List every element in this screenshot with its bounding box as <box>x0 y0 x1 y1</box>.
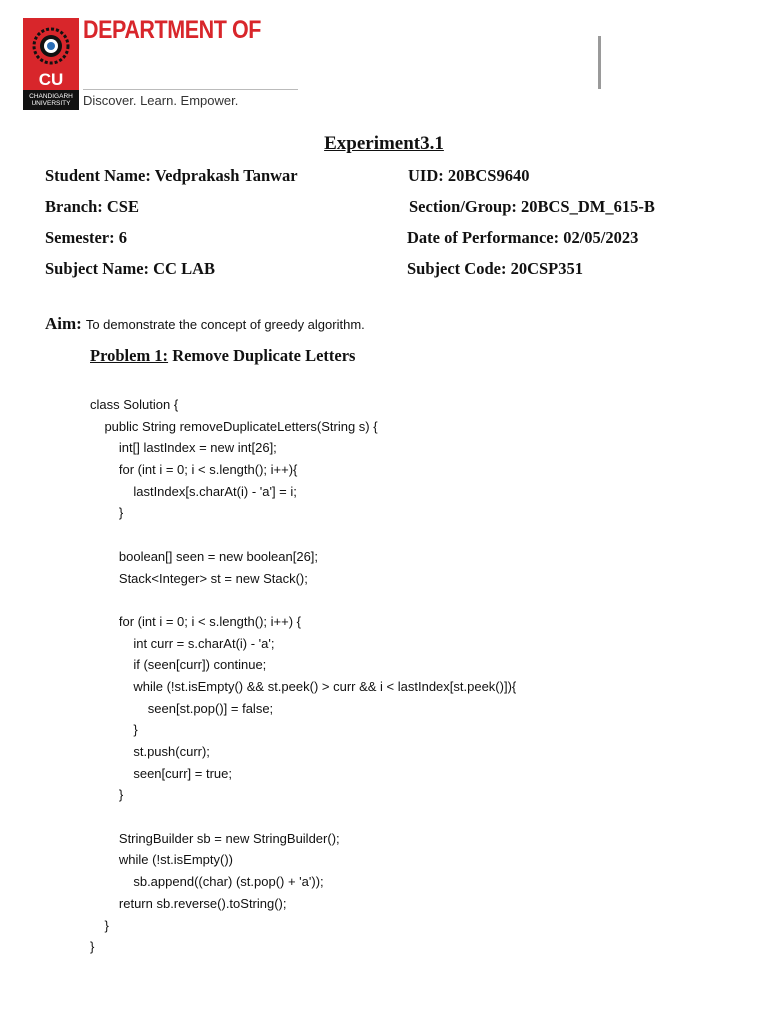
section-group: Section/Group: 20BCS_DM_615-B <box>409 197 655 216</box>
code-line: seen[curr] = true; <box>90 765 232 781</box>
code-line: } <box>90 722 138 738</box>
code-line: while (!st.isEmpty()) <box>90 852 234 868</box>
semester: Semester: 6 <box>45 228 128 247</box>
aim-label: Aim: <box>45 314 82 333</box>
code-line: seen[st.pop()] = false; <box>90 700 274 716</box>
code-block <box>90 394 516 958</box>
uid: UID: 20BCS9640 <box>408 166 530 185</box>
student-name: Student Name: Vedprakash Tanwar <box>45 166 298 185</box>
code-line: boolean[] seen = new boolean[26]; <box>90 548 319 564</box>
code-line: while (!st.isEmpty() && st.peek() > curr && i < lastIndex[st.peek()]){ <box>90 678 517 694</box>
code-line: int[] lastIndex = new int[26]; <box>90 440 277 456</box>
code-line <box>90 589 516 611</box>
code-line: Stack<Integer> st = new Stack(); <box>90 570 308 586</box>
subject-name: Subject Name: CC LAB <box>45 259 216 278</box>
code-line: for (int i = 0; i < s.length(); i++) { <box>90 613 301 629</box>
code-line: lastIndex[s.charAt(i) - 'a'] = i; <box>90 483 297 499</box>
code-line: return sb.reverse().toString(); <box>90 895 287 911</box>
department-title: DEPARTMENT OF <box>83 16 261 44</box>
logo-cu-text: CU <box>38 70 64 89</box>
code-line: public String removeDuplicateLetters(String s) { <box>90 418 378 434</box>
emblem-icon <box>31 26 71 66</box>
date-of-performance: Date of Performance: 02/05/2023 <box>407 228 639 247</box>
code-line: sb.append((char) (st.pop() + 'a')); <box>90 874 324 890</box>
code-line: if (seen[curr]) continue; <box>90 657 267 673</box>
header-vertical-bar <box>598 36 601 89</box>
logo-university-text: CHANDIGARH UNIVERSITY <box>23 90 79 110</box>
code-line: StringBuilder sb = new StringBuilder(); <box>90 830 340 846</box>
experiment-title: Experiment3.1 <box>324 133 444 154</box>
branch: Branch: CSE <box>45 197 139 216</box>
code-line: } <box>90 787 124 803</box>
code-line: } <box>90 939 95 955</box>
university-logo <box>23 18 79 110</box>
aim-text: To demonstrate the concept of greedy algorithm. <box>85 317 365 332</box>
code-line: for (int i = 0; i < s.length(); i++){ <box>90 462 298 478</box>
code-line: st.push(curr); <box>90 744 210 759</box>
code-line: } <box>90 505 124 521</box>
code-line: } <box>90 917 109 933</box>
tagline: Discover. Learn. Empower. <box>83 93 239 108</box>
subject-code: Subject Code: 20CSP351 <box>407 259 583 278</box>
code-line <box>90 524 516 546</box>
code-line <box>90 806 516 828</box>
code-line: int curr = s.charAt(i) - 'a'; <box>90 635 275 651</box>
problem-title: Remove Duplicate Letters <box>168 346 356 365</box>
aim-section <box>45 314 365 334</box>
header-divider <box>83 89 298 90</box>
problem-heading <box>90 346 355 366</box>
problem-label: Problem 1: <box>90 346 169 365</box>
code-line: class Solution { <box>90 397 179 412</box>
